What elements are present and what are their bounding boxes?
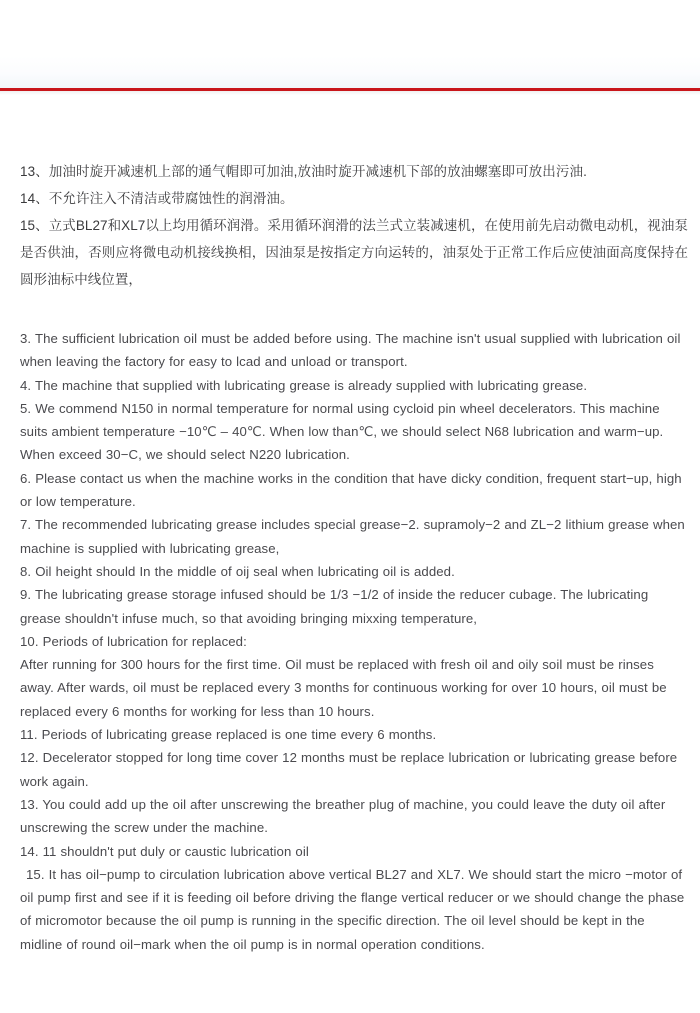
english-item-8: 8. Oil height should In the middle of oij seal when lubricating oil is added. <box>20 563 455 579</box>
header-band <box>0 56 700 88</box>
document-content <box>20 158 688 956</box>
english-item-3: 3. The sufficient lubrication oil must be added before using. The machine isn't usual supplied with lubrication oil when leaving the factory for easy to lcad and unload or transport. <box>20 331 681 370</box>
chinese-line-14: 14、不允许注入不清洁或带腐蚀性的润滑油。 <box>20 191 294 206</box>
rule-shadow <box>0 91 700 95</box>
chinese-paragraph-15: 15、立式BL27和XL7以上均用循环润滑。采用循环润滑的法兰式立装减速机，在使用前先启动微电动机，视油泵是否供油，否则应将微电动机接线换相，因油泵是按指定方向运转的，油泵处于正常工作后应使油面高度保持在圆形油标中线位置， <box>20 218 688 287</box>
english-item-10: 10. Periods of lubrication for replaced: <box>20 633 247 649</box>
english-item-7: 7. The recommended lubricating grease includes special grease−2. supramoly−2 and ZL−2 lithium grease when machine is supplied with lubricating grease, <box>20 517 685 556</box>
english-item-12: 12. Decelerator stopped for long time cover 12 months must be replace lubrication or lubricating grease before work again. <box>20 750 678 789</box>
english-item-14: 14. 11 shouldn't put duly or caustic lubrication oil <box>20 843 309 859</box>
section-spacer <box>20 293 688 327</box>
english-item-13: 13. You could add up the oil after unscrewing the breather plug of machine, you could leave the duty oil after unscrewing the screw under the machine. <box>20 796 666 836</box>
english-item-5: 5. We commend N150 in normal temperature for normal using cycloid pin wheel decelerators. This machine suits ambient temperature −10℃ – 40℃. When low than℃, we should select N68 lubrication and warm−up. When exceed 30−C, we should select N220 lubrication. <box>20 400 664 463</box>
english-item-6: 6. Please contact us when the machine works in the condition that have dicky condition, frequent start−up, high or low temperature. <box>20 470 682 510</box>
english-item-9: 9. The lubricating grease storage infused should be 1/3 −1/2 of inside the reducer cubage. The lubricating grease shouldn't infuse much, so that avoiding bringing mixxing temperature, <box>20 587 649 626</box>
english-item-4: 4. The machine that supplied with lubricating grease is already supplied with lubricating grease. <box>20 377 588 393</box>
chinese-line-13: 13、加油时旋开减速机上部的通气帽即可加油,放油时旋开减速机下部的放油螺塞即可放出污油. <box>20 164 587 179</box>
chinese-section <box>20 158 688 293</box>
english-item-15: 15. It has oil−pump to circulation lubrication above vertical BL27 and XL7. We should start the micro −motor of oil pump first and see if it is feeding oil before driving the flange vertical reducer or we should change the phase of micromotor because the oil pump is running in the specific direction. The oil level should be kept in the midline of round oil−mark when the oil pump is in normal operation conditions. <box>20 866 685 952</box>
english-item-11: 11. Periods of lubricating grease replaced is one time every 6 months. <box>20 727 437 743</box>
english-section <box>20 327 688 956</box>
english-item-10-body: After running for 300 hours for the first time. Oil must be replaced with fresh oil and oily soil must be rinses away. After wards, oil must be replaced every 3 months for continuous working for over 10 hours, oil must be replaced every 6 months for working for less than 10 hours. <box>20 657 667 719</box>
